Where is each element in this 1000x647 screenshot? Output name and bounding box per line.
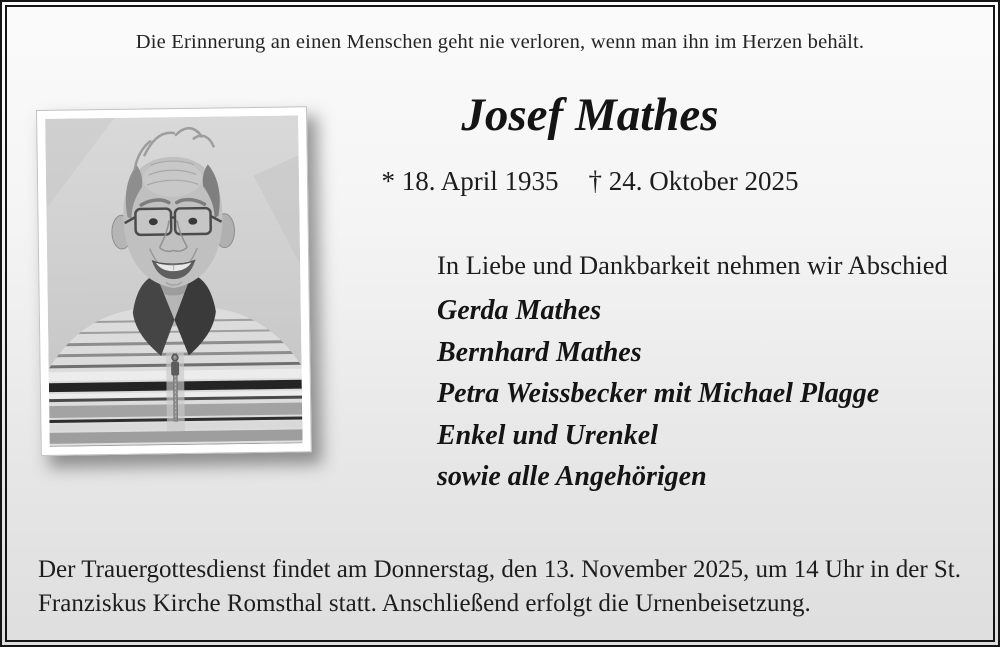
mourner-name: Enkel und Urenkel xyxy=(437,419,658,451)
mourner-name: Bernhard Mathes xyxy=(437,336,642,368)
service-information: Der Trauergottesdienst findet am Donnerstag, den 13. November 2025, um 14 Uhr in der St. Franziskus Kirche Romsthal statt. Anschließend erfolgt die Urnenbeisetzung. xyxy=(38,556,961,617)
mourner-name: sowie alle Angehörigen xyxy=(437,461,707,492)
farewell-line: In Liebe und Dankbarkeit nehmen wir Abschied xyxy=(437,250,948,280)
mourner-name: Petra Weissbecker mit Michael Plagge xyxy=(437,378,880,409)
portrait-photo xyxy=(36,106,312,456)
portrait-illustration xyxy=(45,115,303,447)
mourner-name: Gerda Mathes xyxy=(437,295,602,326)
life-dates xyxy=(360,166,820,197)
death-date: † 24. Oktober 2025 xyxy=(588,166,799,196)
mourners-list xyxy=(437,290,879,498)
memorial-quote: Die Erinnerung an einen Menschen geht nie verloren, wenn man ihn im Herzen behält. xyxy=(135,31,865,53)
deceased-name: Josef Mathes xyxy=(461,89,719,141)
birth-date: * 18. April 1935 xyxy=(381,166,559,196)
